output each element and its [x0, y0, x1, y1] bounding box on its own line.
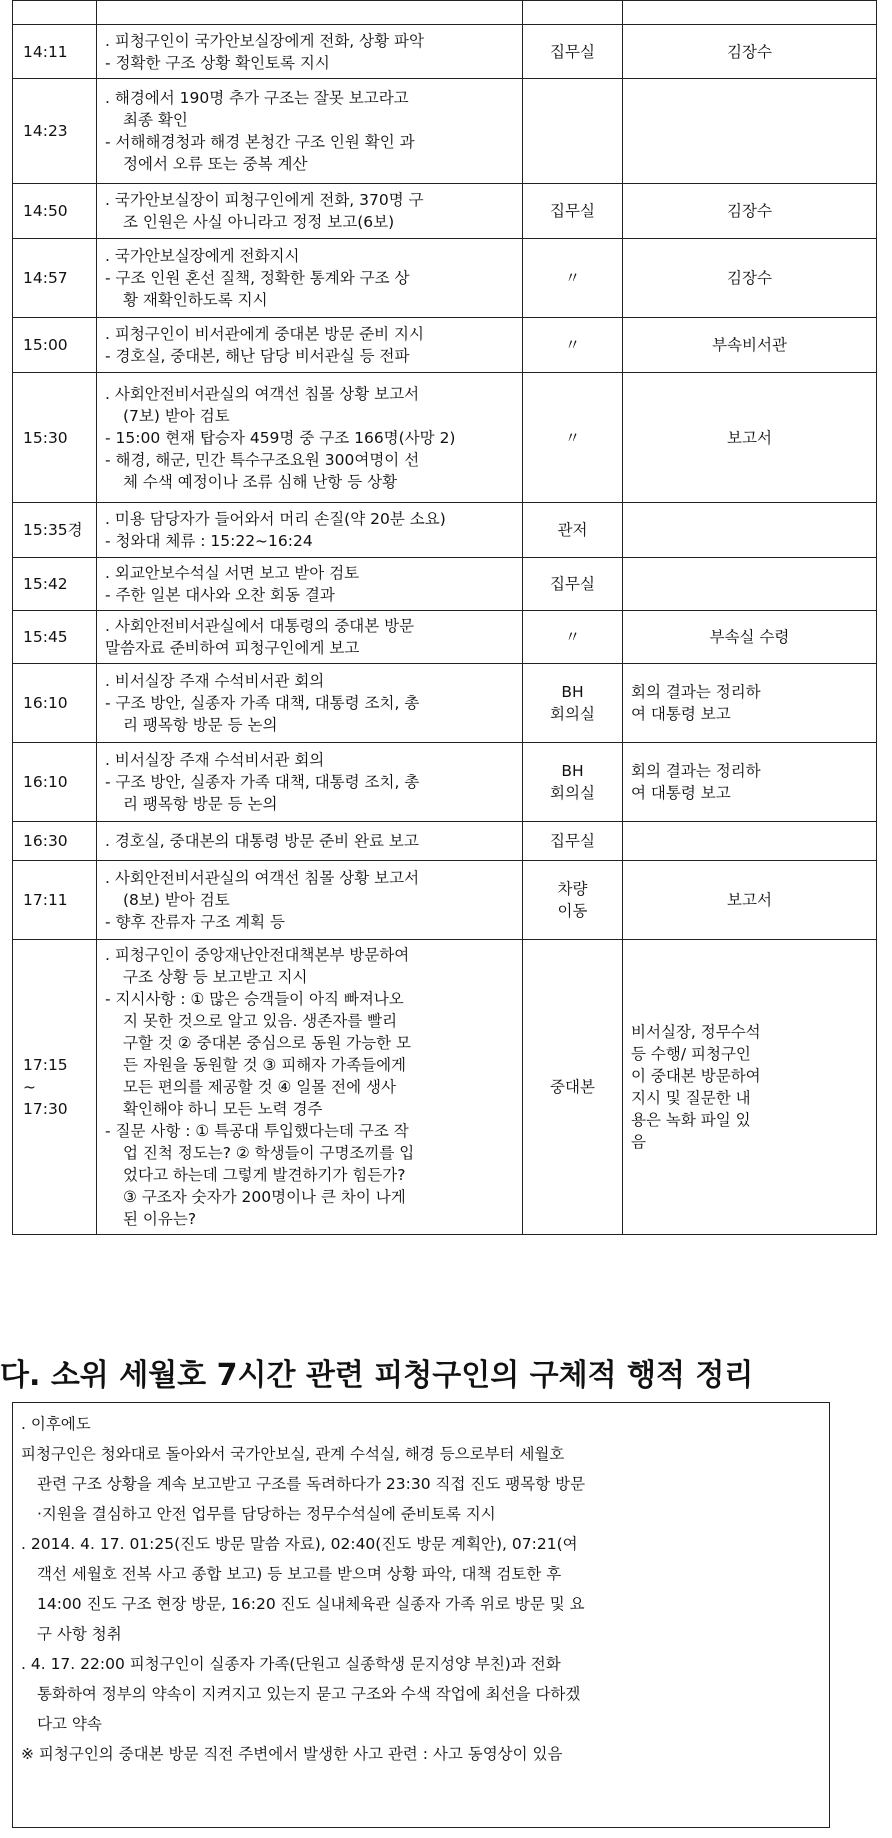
place-cell-line: 집무실: [550, 202, 595, 220]
note-cell-line: 음: [631, 1133, 646, 1151]
top-edge-cell: [523, 1, 623, 25]
summary-line: 통화하여 정부의 약속이 지켜지고 있는지 묻고 구조와 수색 작업에 최선을 다하겠: [37, 1685, 581, 1703]
place-cell-line: 〃: [564, 336, 581, 354]
note-cell-line: 여 대통령 보고: [631, 784, 731, 802]
time-cell: 15:00: [13, 318, 97, 373]
note-cell-line: 김장수: [727, 269, 772, 287]
place-cell-line: 〃: [564, 269, 581, 287]
place-cell-line: 중대본: [550, 1078, 595, 1096]
summary-line: 객선 세월호 전복 사고 종합 보고) 등 보고를 받으며 상황 파악, 대책 검토한 후: [37, 1565, 562, 1583]
summary-box: [12, 1402, 830, 1828]
place-cell-line: 회의실: [550, 784, 595, 802]
content-cell: [97, 79, 523, 184]
place-cell: [523, 558, 623, 611]
content-cell-line: (8보) 받아 검토: [123, 891, 230, 909]
table-row: [13, 373, 877, 503]
place-cell: [523, 664, 623, 743]
note-cell-line: 보고서: [727, 891, 772, 909]
time-cell: 16:30: [13, 822, 97, 861]
content-cell-line: 업 진척 정도는? ② 학생들이 구명조끼를 입: [123, 1144, 415, 1162]
time-cell: 16:10: [13, 664, 97, 743]
content-cell: [97, 25, 523, 79]
content-cell: [97, 503, 523, 558]
content-cell-line: . 국가안보실장에게 전화지시: [105, 247, 300, 265]
summary-line: 다고 약속: [37, 1715, 102, 1733]
note-cell-line: 용은 녹화 파일 있: [631, 1111, 751, 1129]
content-cell-line: - 서해해경청과 해경 본청간 구조 인원 확인 과: [105, 133, 415, 151]
place-cell: [523, 79, 623, 184]
place-cell: [523, 940, 623, 1235]
content-cell-line: 된 이유는?: [123, 1210, 197, 1228]
table-row: [13, 184, 877, 239]
place-cell-line: 집무실: [550, 575, 595, 593]
place-cell-line: 차량: [557, 880, 588, 898]
section-heading: 다. 소위 세월호 7시간 관련 피청구인의 구체적 행적 정리: [0, 1358, 754, 1393]
table-row: [13, 861, 877, 940]
content-cell-line: . 피청구인이 비서관에게 중대본 방문 준비 지시: [105, 325, 424, 343]
content-cell-line: 말씀자료 준비하여 피청구인에게 보고: [105, 639, 360, 657]
place-cell-line: 이동: [557, 902, 588, 920]
note-cell: [623, 940, 877, 1235]
note-cell: [623, 664, 877, 743]
content-cell-line: 확인해야 하니 모든 노력 경주: [123, 1100, 323, 1118]
note-cell: [623, 239, 877, 318]
content-cell: [97, 318, 523, 373]
content-cell: [97, 184, 523, 239]
content-cell-line: - 주한 일본 대사와 오찬 회동 결과: [105, 586, 335, 604]
place-cell-line: 〃: [564, 628, 581, 646]
content-cell-line: - 질문 사항 : ① 특공대 투입했다는데 구조 작: [105, 1122, 409, 1140]
summary-line: . 4. 17. 22:00 피청구인이 실종자 가족(단원고 실종학생 문지성양 부친)과 전화: [21, 1655, 561, 1673]
content-cell-line: . 사회안전비서관실의 여객선 침몰 상황 보고서: [105, 384, 420, 403]
table-row: [13, 239, 877, 318]
time-cell: 14:57: [13, 239, 97, 318]
content-cell-line: 구조 상황 등 보고받고 지시: [123, 968, 308, 986]
timeline-table: [12, 0, 877, 1235]
content-cell-line: . 미용 담당자가 들어와서 머리 손질(약 20분 소요): [105, 510, 446, 528]
note-cell: [623, 558, 877, 611]
content-cell: [97, 743, 523, 822]
time-cell: 14:23: [13, 79, 97, 184]
place-cell-line: 집무실: [550, 832, 595, 850]
note-cell: [623, 25, 877, 79]
place-cell-line: 관저: [557, 521, 588, 539]
note-cell-line: 부속실 수령: [709, 628, 790, 646]
time-cell: 16:10: [13, 743, 97, 822]
time-cell: 15:45: [13, 611, 97, 664]
note-cell-line: 보고서: [727, 428, 772, 447]
content-cell-line: 리 팽목항 방문 등 논의: [123, 716, 278, 734]
time-cell: 14:50: [13, 184, 97, 239]
place-cell: [523, 318, 623, 373]
content-cell-line: 지 못한 것으로 알고 있음. 생존자를 빨리: [123, 1012, 398, 1030]
place-cell: [523, 503, 623, 558]
table-row: [13, 558, 877, 611]
note-cell: [623, 861, 877, 940]
place-cell-line: BH: [561, 762, 584, 780]
content-cell-line: - 구조 방안, 실종자 가족 대책, 대통령 조치, 총: [105, 694, 420, 712]
place-cell: [523, 373, 623, 503]
table-row: [13, 940, 877, 1235]
table-row: [13, 822, 877, 861]
note-cell: [623, 743, 877, 822]
top-edge-cell: [13, 1, 97, 25]
summary-line: 피청구인은 청와대로 돌아와서 국가안보실, 관계 수석실, 해경 등으로부터 세월호: [21, 1445, 565, 1463]
content-cell-line: . 비서실장 주재 수석비서관 회의: [105, 672, 325, 690]
content-cell-line: - 구조 방안, 실종자 가족 대책, 대통령 조치, 총: [105, 773, 420, 791]
content-cell: [97, 373, 523, 503]
note-cell: [623, 611, 877, 664]
place-cell: [523, 239, 623, 318]
content-cell-line: - 정확한 구조 상황 확인토록 지시: [105, 53, 330, 72]
note-cell-line: 등 수행/ 피청구인: [631, 1045, 751, 1063]
note-cell-line: 김장수: [727, 202, 772, 220]
content-cell-line: 조 인원은 사실 아니라고 정정 보고(6보): [123, 213, 395, 231]
table-row: [13, 25, 877, 79]
table-row: [13, 664, 877, 743]
content-cell-line: 체 수색 예정이나 조류 심해 난항 등 상황: [123, 472, 398, 491]
content-cell-line: . 국가안보실장이 피청구인에게 전화, 370명 구: [105, 191, 424, 209]
content-cell-line: 었다고 하는데 그렇게 발견하기가 힘든가?: [123, 1166, 406, 1184]
place-cell-line: 〃: [564, 428, 581, 447]
summary-line: ·지원을 결심하고 안전 업무를 담당하는 정무수석실에 준비토록 지시: [37, 1505, 496, 1523]
content-cell-line: 모든 편의를 제공할 것 ④ 일몰 전에 생사: [123, 1078, 396, 1096]
note-cell: [623, 503, 877, 558]
content-cell: [97, 861, 523, 940]
content-cell-line: - 해경, 해군, 민간 특수구조요원 300여명이 선: [105, 450, 420, 469]
place-cell-line: 회의실: [550, 705, 595, 723]
time-cell: 17:15 ~ 17:30: [13, 940, 97, 1235]
content-cell-line: (7보) 받아 검토: [123, 406, 230, 425]
place-cell-line: 집무실: [550, 42, 595, 61]
table-row: [13, 611, 877, 664]
note-cell: [623, 373, 877, 503]
content-cell-line: 황 재확인하도록 지시: [123, 291, 268, 309]
content-cell: [97, 664, 523, 743]
place-cell: [523, 25, 623, 79]
table-top-edge: [13, 1, 877, 25]
time-cell: 15:42: [13, 558, 97, 611]
content-cell-line: . 경호실, 중대본의 대통령 방문 준비 완료 보고: [105, 832, 419, 850]
top-edge-cell: [97, 1, 523, 25]
summary-line: 관련 구조 상황을 계속 보고받고 구조를 독려하다가 23:30 직접 진도 팽목항 방문: [37, 1475, 586, 1493]
time-cell: 15:30: [13, 373, 97, 503]
note-cell: [623, 184, 877, 239]
content-cell-line: 구할 것 ② 중대본 중심으로 동원 가능한 모: [123, 1034, 411, 1052]
content-cell: [97, 940, 523, 1235]
content-cell-line: - 구조 인원 혼선 질책, 정확한 통계와 구조 상: [105, 269, 410, 287]
content-cell-line: . 피청구인이 중앙재난안전대책본부 방문하여: [105, 946, 410, 964]
content-cell-line: - 청와대 체류 : 15:22~16:24: [105, 532, 313, 550]
note-cell-line: 이 중대본 방문하여: [631, 1067, 761, 1085]
content-cell-line: . 피청구인이 국가안보실장에게 전화, 상황 파악: [105, 31, 424, 50]
place-cell: [523, 743, 623, 822]
summary-line: 구 사항 청취: [37, 1625, 122, 1643]
time-cell: 14:11: [13, 25, 97, 79]
content-cell-line: . 외교안보수석실 서면 보고 받아 검토: [105, 564, 360, 582]
content-cell: [97, 822, 523, 861]
content-cell-line: - 경호실, 중대본, 해난 담당 비서관실 등 전파: [105, 347, 410, 365]
time-cell: 15:35경: [13, 503, 97, 558]
table-row: [13, 79, 877, 184]
place-cell-line: BH: [561, 683, 584, 701]
content-cell: [97, 558, 523, 611]
place-cell: [523, 184, 623, 239]
content-cell-line: . 해경에서 190명 추가 구조는 잘못 보고라고: [105, 89, 409, 107]
content-cell-line: 리 팽목항 방문 등 논의: [123, 795, 278, 813]
time-cell: 17:11: [13, 861, 97, 940]
place-cell: [523, 822, 623, 861]
content-cell-line: 든 자원을 동원할 것 ③ 피해자 가족들에게: [123, 1056, 407, 1074]
content-cell-line: 정에서 오류 또는 중복 계산: [123, 155, 308, 173]
summary-line: ※ 피청구인의 중대본 방문 직전 주변에서 발생한 사고 관련 : 사고 동영상이 있음: [21, 1745, 563, 1763]
summary-line: . 2014. 4. 17. 01:25(진도 방문 말씀 자료), 02:40(진도 방문 계획안), 07:21(여: [21, 1535, 578, 1553]
content-cell-line: - 15:00 현재 탑승자 459명 중 구조 166명(사망 2): [105, 428, 456, 447]
table-row: [13, 318, 877, 373]
content-cell: [97, 239, 523, 318]
note-cell-line: 김장수: [727, 42, 772, 61]
note-cell-line: 회의 결과는 정리하: [631, 683, 761, 701]
summary-line: 14:00 진도 구조 현장 방문, 16:20 진도 실내체육관 실종자 가족 위로 방문 및 요: [37, 1595, 585, 1613]
timeline-body: [13, 1, 877, 1235]
content-cell-line: - 지시사항 : ① 많은 승객들이 아직 빠져나오: [105, 990, 404, 1008]
note-cell-line: 비서실장, 정무수석: [631, 1023, 761, 1041]
note-cell: [623, 822, 877, 861]
place-cell: [523, 861, 623, 940]
content-cell-line: - 향후 잔류자 구조 계획 등: [105, 913, 285, 931]
place-cell: [523, 611, 623, 664]
content-cell-line: ③ 구조자 숫자가 200명이나 큰 차이 나게: [123, 1188, 406, 1206]
note-cell-line: 부속비서관: [712, 336, 787, 354]
note-cell-line: 지시 및 질문한 내: [631, 1089, 751, 1107]
note-cell-line: 여 대통령 보고: [631, 705, 731, 723]
table-row: [13, 743, 877, 822]
content-cell: [97, 611, 523, 664]
content-cell-line: . 비서실장 주재 수석비서관 회의: [105, 751, 325, 769]
note-cell: [623, 318, 877, 373]
top-edge-cell: [623, 1, 877, 25]
note-cell-line: 회의 결과는 정리하: [631, 762, 761, 780]
note-cell: [623, 79, 877, 184]
content-cell-line: 최종 확인: [123, 111, 188, 129]
summary-line: . 이후에도: [21, 1415, 91, 1433]
table-row: [13, 503, 877, 558]
content-cell-line: . 사회안전비서관실의 여객선 침몰 상황 보고서: [105, 869, 420, 887]
content-cell-line: . 사회안전비서관실에서 대통령의 중대본 방문: [105, 617, 415, 635]
